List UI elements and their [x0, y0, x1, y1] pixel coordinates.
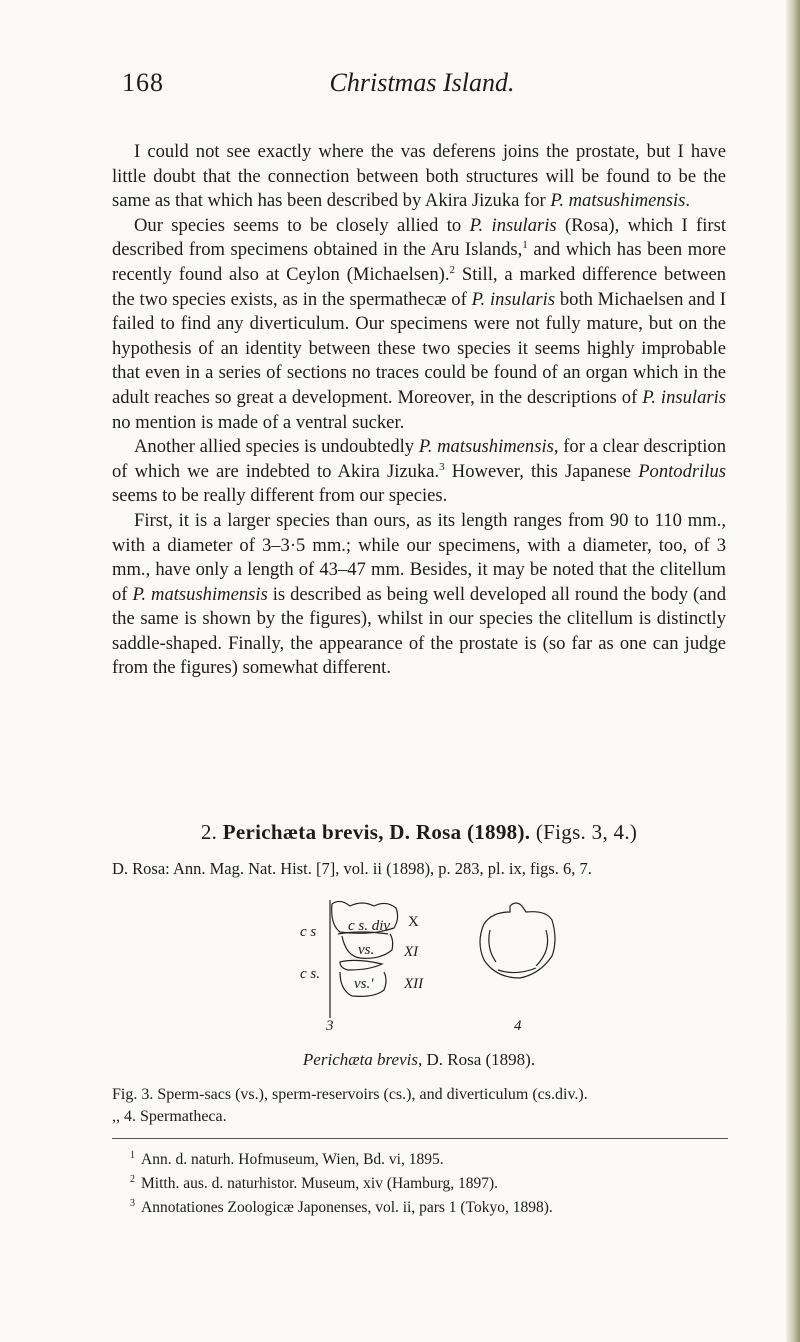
footnote-ref-1[interactable]: 1: [522, 239, 528, 252]
section-name: Perichæta brevis, D. Rosa (1898).: [222, 820, 531, 844]
running-title: Christmas Island.: [329, 68, 515, 97]
caption-line-1: Fig. 3. Sperm-sacs (vs.), sperm-reservoirs (cs.), and diverticulum (cs.div.).: [112, 1086, 588, 1103]
paragraph-3: Another allied species is undoubtedly P. matsushimensis, for a clear description of which we are indebted to Akira Jizuka.$^3$ However, this Japanese Pontodrilus seems to be really different from our species.: [112, 436, 727, 507]
section-figs: (Figs. 3, 4.): [535, 820, 638, 844]
label-segment-xi: XI: [404, 944, 419, 960]
footnote-rule: [112, 1138, 728, 1139]
page-header: [122, 68, 722, 108]
spermatheca-outline: [480, 903, 555, 978]
footnote-2: $^2$ Mitth. aus. d. naturhistor. Museum, xiv (Hamburg, 1897).: [130, 1174, 499, 1193]
footnote-1: $^1$ Ann. d. naturh. Hofmuseum, Wien, Bd. vi, 1895.: [130, 1150, 444, 1169]
label-fig-4: 4: [514, 1018, 522, 1034]
figure-title: Perichæta brevis, D. Rosa (1898).: [302, 1050, 536, 1069]
caption-line-2: ,, 4. Spermatheca.: [112, 1108, 227, 1125]
footnote-3: $^3$ Annotationes Zoologicæ Japonenses, vol. ii, pars 1 (Tokyo, 1898).: [130, 1198, 553, 1217]
cs-lower-outline: [340, 960, 382, 970]
spermatheca-inner-base: [498, 968, 536, 973]
spermatheca-inner-left: [489, 930, 496, 962]
section-number: 2.: [200, 820, 218, 844]
label-vs: vs.: [358, 942, 375, 958]
species-citation: D. Rosa: Ann. Mag. Nat. Hist. [7], vol. ii (1898), p. 283, pl. ix, figs. 6, 7.: [112, 859, 592, 878]
paragraph-1: I could not see exactly where the vas deferens joins the prostate, but I have little doubt that the connection between both structures will be found to be the same as that which has been described by Akira Jizuka for P. matsushimensis.: [112, 141, 726, 212]
page-number: 168: [122, 68, 164, 97]
footnote-ref-3[interactable]: 3: [439, 460, 445, 473]
spermatheca-inner-right: [536, 930, 548, 966]
figure-caption: [112, 1084, 752, 1128]
label-segment-xii: XII: [404, 976, 424, 992]
label-csdiv: c s. div: [348, 918, 391, 934]
label-fig-3: 3: [326, 1018, 334, 1034]
figure-drawings: [300, 900, 560, 1040]
footnote-ref-2[interactable]: 2: [449, 263, 455, 276]
label-cs-lower: c s.: [300, 966, 320, 982]
paragraph-2: Our species seems to be closely allied to P. insularis (Rosa), which I first described from specimens obtained in the Aru Islands,$^1$ and which has been more recently found also at Ceylon (Michaelsen).$^2$ Still, a marked difference between the two species exists, as in the spermathecæ of P. insularis both Michaelsen and I failed to find any diverticulum. Our specimens were not fully mature, but on the hypothesis of an identity between these two species it seems highly improbable that even in a series of sections no traces could be found of an organ which in the adult reaches so great a development. Moreover, in the descriptions of P. insularis no mention is made of a ventral sucker.: [112, 214, 727, 433]
footnotes: [130, 1146, 750, 1218]
page-edge-shadow: [786, 0, 800, 1342]
paragraph-4: First, it is a larger species than ours, as its length ranges from 90 to 110 mm., with a diameter of 3–3·5 mm.; while our specimens, with a diameter, too, of 3 mm., have only a length of 43–47 mm. Besides, it may be noted that the clitellum of P. matsushimensis is described as being well developed all round the body (and the same is shown by the figures), whilst in our species the clitellum is distinctly saddle-shaped. Finally, the appearance of the prostate is (so far as one can judge from the figures) somewhat different.: [112, 509, 727, 679]
label-segment-x: X: [408, 914, 419, 930]
label-cs-upper: c s: [300, 924, 317, 940]
section-heading: [112, 820, 726, 845]
body-text: [112, 140, 726, 681]
label-vs-prime: vs.': [354, 976, 374, 992]
